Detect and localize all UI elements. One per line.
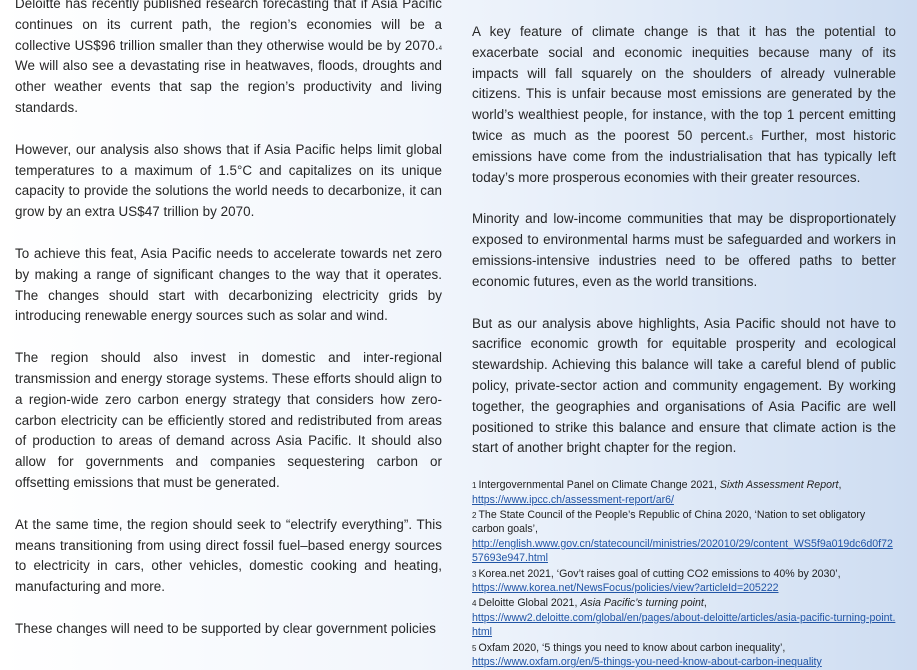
- paragraph: These changes will need to be supported by clear government policies: [15, 620, 436, 636]
- paragraph: Deloitte has recently published research forecasting that if Asia Pacific continues on its current path, the region’s economies will be a collective US$96 trillion smaller than they otherwise would be by 2070.$^4$ We will also see a devastating rise in heatwaves, floods, droughts and other weather events that sap the region’s productivity and living standards.: [15, 0, 442, 115]
- footnote-link[interactable]: https://www.korea.net/NewsFocus/policies/view?articleId=205222: [472, 581, 779, 594]
- paragraph: At the same time, the region should seek to “electrify everything”. This means transitioning from using direct fossil fuel–based energy sources to electricity in cars, other vehicles, domestic cooking and heating, manufacturing and more.: [15, 516, 442, 595]
- footnote-item: $^5$ Oxfam 2020, ‘5 things you need to know about carbon inequality’, https://www.oxfam.org/en/5-things-you-need-know-about-carbon-inequality: [472, 641, 896, 670]
- footnote-link[interactable]: https://www2.deloitte.com/global/en/pages/about-deloitte/articles/asia-pacific-turning-point.html: [472, 611, 896, 639]
- footnote-number: 3: [472, 569, 477, 579]
- footnote-number: 4: [472, 599, 477, 609]
- left-column: [15, 0, 442, 661]
- footnote-number: 5: [472, 643, 477, 653]
- footnote-marker: 5: [749, 135, 753, 142]
- footnote-marker: 4: [438, 45, 442, 52]
- right-column: [472, 0, 896, 670]
- paragraph: Minority and low-income communities that may be disproportionately exposed to environmental harms must be safeguarded and workers in emissions-intensive industries need to be offered paths to better economic futures, even as the world transitions.: [472, 211, 896, 289]
- footnote-number: 2: [472, 510, 477, 520]
- footnote-link[interactable]: https://www.ipcc.ch/assessment-report/ar6/: [472, 493, 674, 506]
- footnote-link[interactable]: https://www.oxfam.org/en/5-things-you-need-know-about-carbon-inequality: [472, 656, 822, 669]
- footnotes: [472, 478, 896, 669]
- paragraph: The region should also invest in domestic and inter-regional transmission and energy storage systems. These efforts should align to a region-wide zero carbon energy strategy that considers how zero-carbon electricity can be efficiently stored and redistributed from areas of production to areas of demand across Asia Pacific. It should also allow for governments and companies sequestering carbon or offsetting emissions that must be generated.: [15, 350, 442, 490]
- paragraph: But as our analysis above highlights, Asia Pacific should not have to sacrifice economic growth for equitable prosperity and ecological stewardship. Achieving this balance will take a careful blend of public policy, private-sector action and community engagement. By working together, the geographies and organisations of Asia Pacific are well positioned to strike this balance and ensure that climate action is the start of another bright chapter for the region.: [472, 315, 896, 456]
- paragraph: To achieve this feat, Asia Pacific needs to accelerate towards net zero by making a range of significant changes to the way that it operates. The changes should start with decarbonizing electricity grids by introducing renewable energy sources such as solar and wind.: [15, 245, 442, 324]
- footnote-item: $^3$ Korea.net 2021, ‘Gov’t raises goal of cutting CO2 emissions to 40% by 2030’, https://www.korea.net/NewsFocus/policies/view?articleId=205222: [472, 567, 896, 596]
- footnote-item: $^2$ The State Council of the People’s Republic of China 2020, ‘Nation to set obligatory carbon goals’, http://english.www.gov.cn/statecouncil/ministries/202010/29/content_WS5f9a019dc6d0f7257693e947.html: [472, 508, 896, 566]
- paragraph: However, our analysis also shows that if Asia Pacific helps limit global temperatures to a maximum of 1.5°C and capitalizes on its unique capacity to provide the solutions the world needs to decarbonize, it can grow by an extra US$47 trillion by 2070.: [15, 141, 442, 220]
- footnote-item: $^1$ Intergovernmental Panel on Climate Change 2021, Sixth Assessment Report, https://www.ipcc.ch/assessment-report/ar6/: [472, 478, 896, 507]
- paragraph: A key feature of climate change is that it has the potential to exacerbate social and economic inequities because many of its impacts will fall squarely on the shoulders of already vulnerable citizens. This is unfair because most emissions are generated by the world’s wealthiest people, for instance, with the top 1 percent emitting twice as much as the poorest 50 percent.$^5$ Further, most historic emissions have come from the industrialisation that has typically left today’s more prosperous economies with their greater resources.: [472, 24, 896, 185]
- footnote-number: 1: [472, 481, 477, 491]
- footnote-item: $^4$ Deloitte Global 2021, Asia Pacific’s turning point, https://www2.deloitte.com/global/en/pages/about-deloitte/articles/asia-pacific-turning-point.html: [472, 597, 896, 639]
- footnote-link[interactable]: http://english.www.gov.cn/statecouncil/ministries/202010/29/content_WS5f9a019dc6d0f7257693e947.html: [472, 537, 893, 565]
